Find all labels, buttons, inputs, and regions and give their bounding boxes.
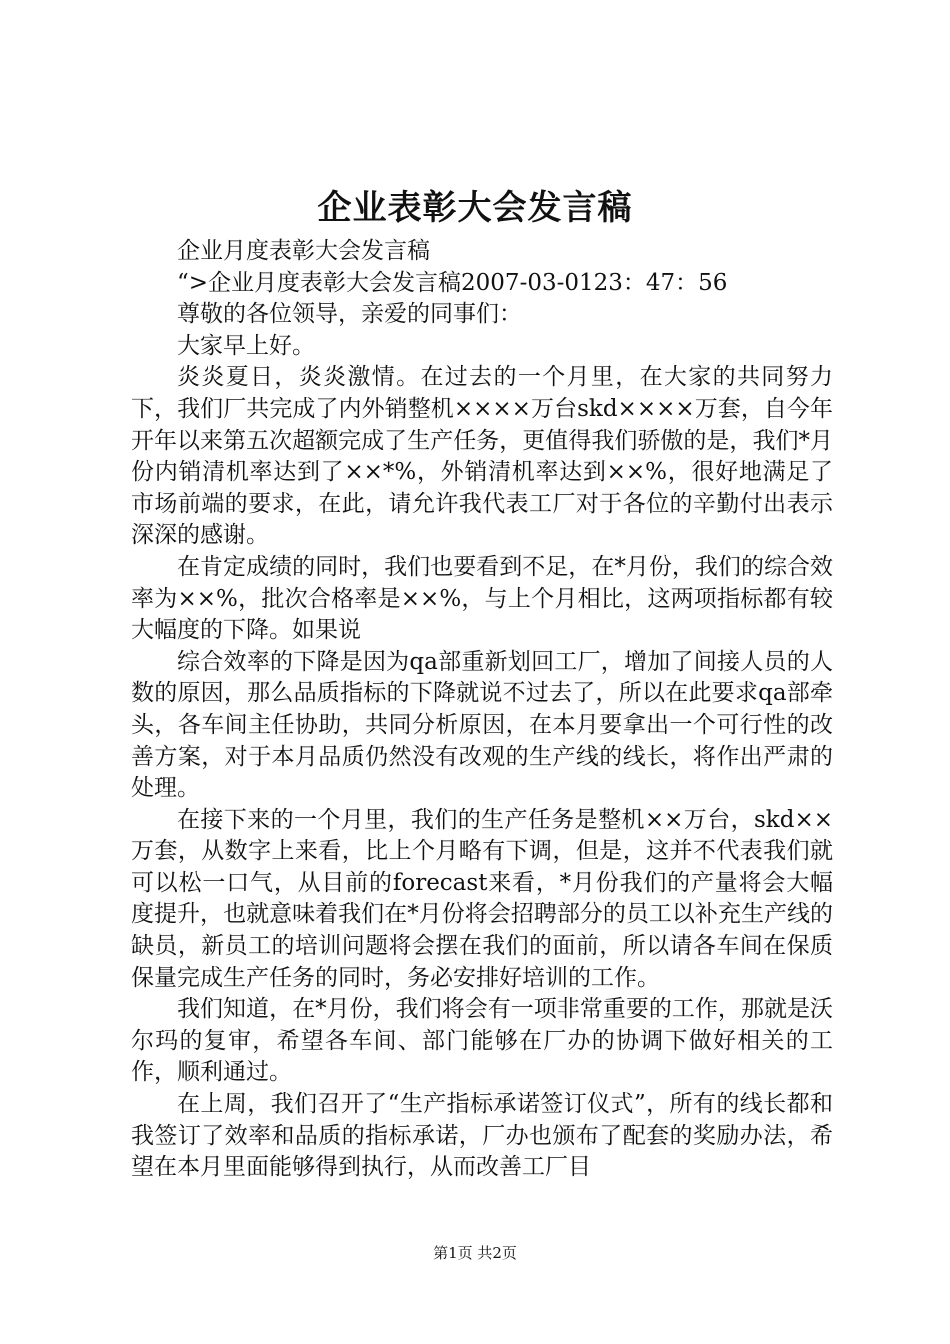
paragraph-efficiency-analysis: 综合效率的下降是因为qa部重新划回工厂，增加了间接人员的人数的原因，那么品质指标的下降就说不过去了，所以在此要求qa部牵头，各车间主任协助，共同分析原因，在本月要拿出一个可行性的改善方案，对于本月品质仍然没有改观的生产线的线长，将作出严肃的处理。 <box>131 648 833 802</box>
paragraph-walmart-audit: 我们知道，在*月份，我们将会有一项非常重要的工作，那就是沃尔玛的复审，希望各车间、部门能够在厂办的协调下做好相关的工作，顺利通过。 <box>131 996 833 1086</box>
document-body <box>131 236 833 1184</box>
paragraph-greeting: 大家早上好。 <box>177 332 315 359</box>
paragraph-achievements: 炎炎夏日，炎炎激情。在过去的一个月里，在大家的共同努力下，我们厂共完成了内外销整机××××万台skd××××万套，自今年开年以来第五次超额完成了生产任务，更值得我们骄傲的是，我们*月份内销清机率达到了××*%，外销清机率达到××%，很好地满足了市场前端的要求，在此，请允许我代表工厂对于各位的辛勤付出表示深深的感谢。 <box>131 364 833 549</box>
paragraph-next-month-tasks: 在接下来的一个月里，我们的生产任务是整机××万台，skd××万套，从数字上来看，比上个月略有下调，但是，这并不代表我们就可以松一口气，从目前的forecast来看，*月份我们的产量将会大幅度提升，也就意味着我们在*月份将会招聘部分的员工以补充生产线的缺员，新员工的培训问题将会摆在我们的面前，所以请各车间在保质保量完成生产任务的同时，务必安排好培训的工作。 <box>131 806 833 991</box>
page-footer: 第1页 共2页 <box>433 1244 517 1262</box>
paragraph-subtitle: 企业月度表彰大会发言稿 <box>177 238 430 264</box>
paragraph-shortcomings: 在肯定成绩的同时，我们也要看到不足，在*月份，我们的综合效率为××%，批次合格率是××%，与上个月相比，这两项指标都有较大幅度的下降。如果说 <box>131 553 833 644</box>
paragraph-salutation: 尊敬的各位领导，亲爱的同事们： <box>177 301 522 328</box>
document-title: 企业表彰大会发言稿 <box>317 188 633 228</box>
paragraph-commitment-ceremony: 在上周，我们召开了“生产指标承诺签订仪式”，所有的线长都和我签订了效率和品质的指标承诺，厂办也颁布了配套的奖励办法，希望在本月里面能够得到执行，从而改善工厂目 <box>131 1091 833 1181</box>
paragraph-source-line: “>企业月度表彰大会发言稿2007-03-0123：47：56 <box>177 269 728 296</box>
